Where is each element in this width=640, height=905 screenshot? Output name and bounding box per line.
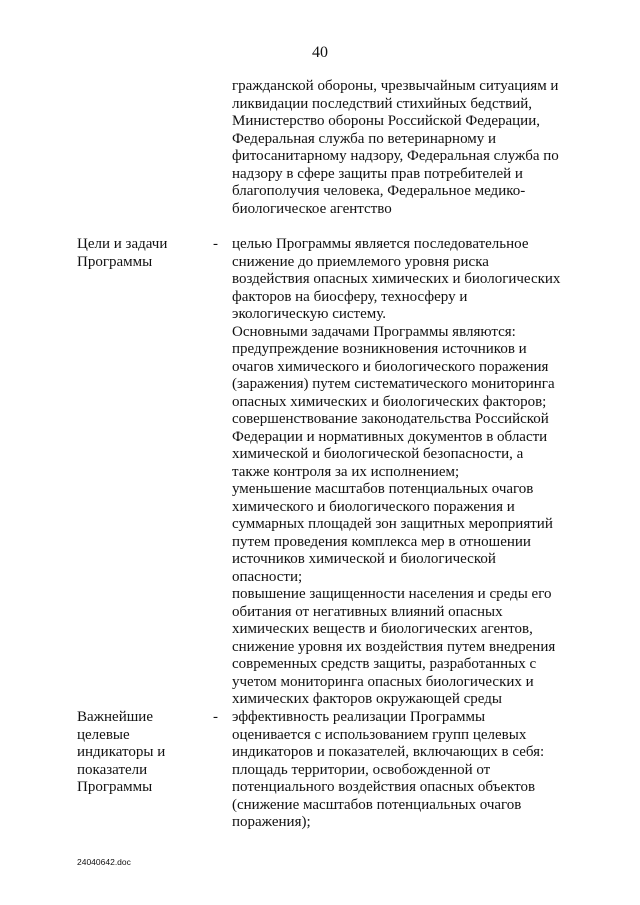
text-line: оценивается с использованием групп целевых	[232, 726, 527, 743]
dash-separator: -	[213, 236, 218, 252]
footer-filename: 24040642.doc	[77, 857, 131, 867]
text-line: благополучия человека, Федеральное медико-	[232, 183, 526, 199]
text-line: эффективность реализации Программы	[232, 709, 486, 725]
text-line: факторов на биосферу, техносферу и	[232, 288, 468, 305]
text-line: индикаторов и показателей, включающих в себя:	[232, 744, 545, 760]
text-line: источников химической и биологической	[232, 551, 496, 567]
text-line: надзору в сфере защиты прав потребителей и	[232, 165, 523, 182]
text-line: путем проведения комплекса мер в отношении	[232, 533, 531, 550]
text-line: учетом мониторинга опасных биологических и	[232, 673, 534, 690]
text-line: целью Программы является последовательное	[232, 236, 529, 252]
label-line: целевые	[77, 726, 130, 743]
text-line: обитания от негативных влияний опасных	[232, 603, 503, 620]
text-line: воздействия опасных химических и биологических	[232, 271, 561, 287]
text-line: предупреждение возникновения источников и	[232, 341, 527, 357]
text-line: ликвидации последствий стихийных бедствий,	[232, 95, 533, 112]
label-line: Программы	[77, 779, 153, 795]
text-line: совершенствование законодательства Российской	[232, 411, 549, 427]
label-line: индикаторы и	[77, 744, 166, 760]
text-line: очагов химического и биологического поражения	[232, 358, 549, 375]
text-line: фитосанитарному надзору, Федеральная служба по	[232, 148, 559, 164]
text-line: (снижение масштабов потенциальных очагов	[232, 796, 522, 813]
label-line: Цели и задачи	[77, 236, 168, 252]
text-line: повышение защищенности населения и среды его	[232, 586, 552, 602]
text-line: снижение до приемлемого уровня риска	[232, 253, 489, 270]
indicators-label	[77, 709, 202, 797]
page-number: 40	[312, 44, 328, 61]
text-line: гражданской обороны, чрезвычайным ситуациям и	[232, 78, 559, 94]
text-line: площадь территории, освобожденной от	[232, 761, 491, 778]
text-line: современных средств защиты, разработанных с	[232, 656, 537, 672]
text-line: уменьшение масштабов потенциальных очагов	[232, 481, 534, 497]
label-line: показатели	[77, 761, 148, 778]
text-line: химического и биологического поражения и	[232, 498, 515, 515]
text-line: (заражения) путем систематического мониторинга	[232, 376, 555, 392]
text-line: опасности;	[232, 568, 303, 585]
text-line: суммарных площадей зон защитных мероприятий	[232, 516, 553, 532]
text-line: Федеральная служба по ветеринарному и	[232, 130, 497, 147]
text-line: опасных химических и биологических факторов;	[232, 393, 547, 410]
text-line: снижение уровня их воздействия путем внедрения	[232, 638, 556, 655]
goals-content	[232, 236, 572, 709]
text-line: химических факторов окружающей среды	[232, 691, 502, 707]
label-line: Программы	[77, 253, 153, 270]
text-line: химической и биологической безопасности, а	[232, 446, 524, 462]
text-line: также контроля за их исполнением;	[232, 463, 460, 480]
text-line: Основными задачами Программы являются:	[232, 323, 516, 340]
text-line: поражения);	[232, 814, 311, 830]
continuation-text	[232, 78, 572, 218]
text-line: Федерации и нормативных документов в области	[232, 428, 548, 445]
text-line: экологическую систему.	[232, 306, 386, 322]
label-line: Важнейшие	[77, 709, 153, 725]
indicators-content	[232, 709, 572, 832]
goals-label	[77, 236, 202, 271]
dash-separator: -	[213, 709, 218, 725]
text-line: химических веществ и биологических агентов,	[232, 621, 533, 637]
text-line: биологическое агентство	[232, 200, 392, 217]
text-line: потенциального воздействия опасных объектов	[232, 779, 536, 795]
text-line: Министерство обороны Российской Федерации,	[232, 113, 540, 129]
